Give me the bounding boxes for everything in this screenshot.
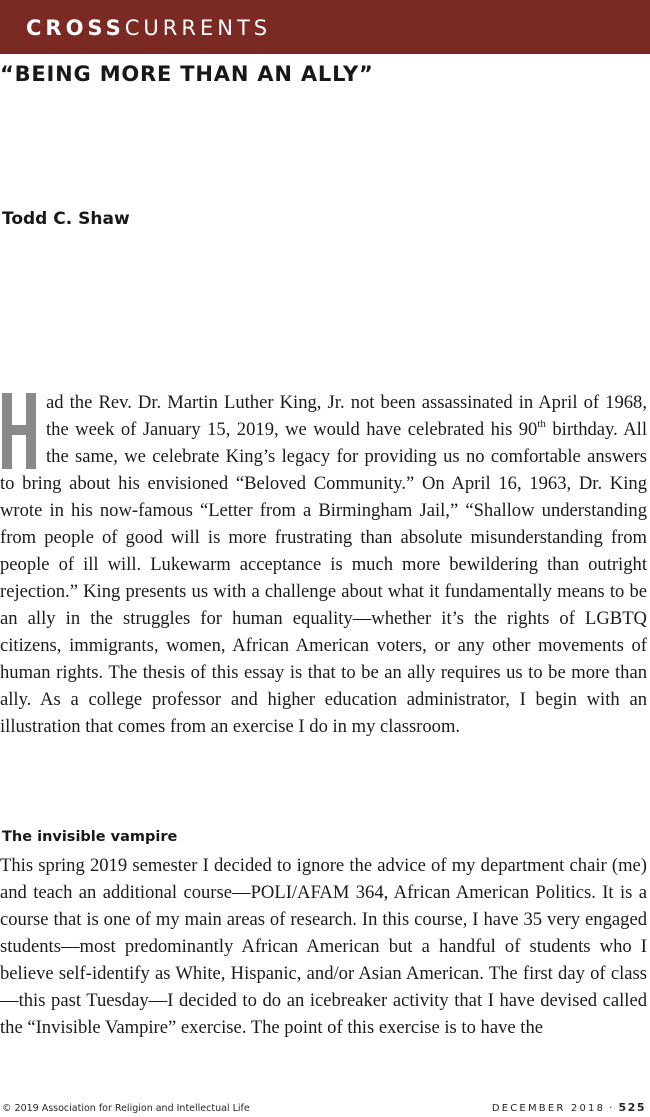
copyright-notice: © 2019 Association for Religion and Intellectual Life bbox=[2, 1103, 250, 1114]
drop-cap bbox=[0, 393, 38, 469]
section-heading: The invisible vampire bbox=[2, 829, 178, 845]
paragraph-intro-text-b: birthday. All the same, we celebrate King’s legacy for providing us no comfortable answers to bring about his envisioned “Beloved Community.” On April 16, 1963, Dr. King wrote in his now-famous “Letter from a Birmingham Jail,” “Shallow understanding from people of good will is more frustrating than absolute misunderstanding from people of ill will. Lukewarm acceptance is much more bewildering than outright rejection.” King presents us with a challenge about what it fundamentally means to be an ally in the struggles for human equality—whether it’s the rights of LGBTQ citizens, immigrants, women, African American voters, or any other movements of human rights. The thesis of this essay is that to be an ally requires us to be more than ally. As a college professor and higher education administrator, I begin with an illustration that comes from an exercise I do in my classroom. bbox=[0, 419, 647, 737]
paragraph-intro-text-a: ad the Rev. Dr. Martin Luther King, Jr. not been assassinated in April of 1968, the week of January 15, 2019, we would have celebrated his 90 bbox=[46, 392, 647, 440]
article-author: Todd C. Shaw bbox=[2, 209, 130, 229]
page-number: 525 bbox=[618, 1101, 646, 1114]
journal-name-bold: CROSS bbox=[26, 16, 125, 40]
journal-name bbox=[26, 14, 271, 42]
journal-header-bar bbox=[0, 0, 650, 54]
ordinal-suffix: th bbox=[537, 417, 546, 430]
journal-name-light: CURRENTS bbox=[124, 16, 272, 40]
article-title: “BEING MORE THAN AN ALLY” bbox=[0, 62, 374, 86]
issue-date: DECEMBER 2018 bbox=[491, 1103, 606, 1114]
paragraph-intro bbox=[0, 389, 647, 740]
paragraph-section: This spring 2019 semester I decided to ignore the advice of my department chair (me) and teach an additional course—POLI/AFAM 364, African American Politics. It is a course that is one of my main areas of research. In this course, I have 35 very engaged students—most predominantly African American but a handful of students who I believe self-identify as White, Hispanic, and/or Asian American. The first day of class—this past Tuesday—I decided to do an icebreaker activity that I have devised called the “Invisible Vampire” exercise. The point of this exercise is to have the bbox=[0, 855, 647, 1038]
issue-info bbox=[492, 1101, 646, 1114]
footer-separator: · bbox=[609, 1103, 615, 1114]
